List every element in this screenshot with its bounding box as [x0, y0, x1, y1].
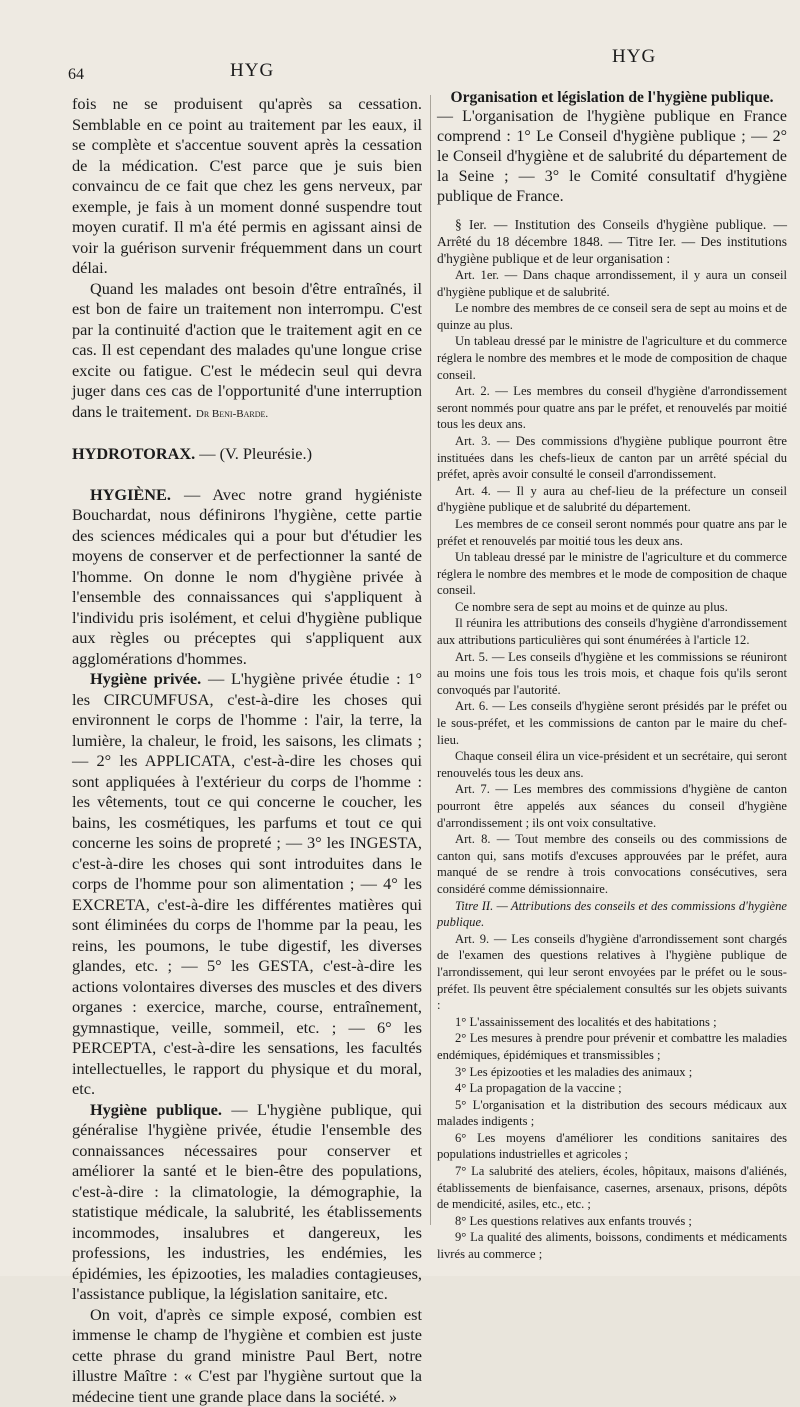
list-item: 5° L'organisation et la distribution des secours médicaux aux malades indigents ;	[437, 1097, 787, 1130]
article-paragraph: Un tableau dressé par le ministre de l'agriculture et du commerce réglera le nombre des membres et le mode de composition de chaque conseil.	[437, 333, 787, 383]
running-header-right: HYG	[612, 46, 656, 68]
article-paragraph: Ce nombre sera de sept au moins et de quinze au plus.	[437, 599, 787, 616]
section-title: Organisation et législation de l'hygiène publique.	[437, 88, 787, 107]
section-intro: — L'organisation de l'hygiène publique en France comprend : 1° Le Conseil d'hygiène publique ; — 2° le Conseil d'hygiène et de salubrité du département de la Seine ; — 3° le Comité consultatif d'hygiène publique de France.	[437, 107, 787, 207]
entry-term: HYGIÈNE.	[90, 485, 171, 504]
article-paragraph: Art. 7. — Les membres des commissions d'hygiène de canton pourront être appelés aux séances du conseil d'hygiène d'arrondissement ; ils ont voix consultative.	[437, 781, 787, 831]
article-paragraph: Un tableau dressé par le ministre de l'agriculture et du commerce réglera le nombre des membres et le mode de composition de chaque conseil.	[437, 549, 787, 599]
entry-term: HYDROTORAX.	[72, 444, 195, 463]
entry-text: — Avec notre grand hygiéniste Bouchardat, nous définirons l'hygiène, cette partie des sciences médicales qui a pour but d'étudier les moyens de conserver et de perfectionner la santé de l'homme. On donne le nom d'hygiène privée à l'ensemble des connaissances qui s'appliquent à l'individu pris isolément, et celui d'hygiène publique aux règles ou préceptes qui s'appliquent aux agglomérations d'hommes.	[72, 485, 422, 668]
article-paragraph: Art. 4. — Il y aura au chef-lieu de la préfecture un conseil d'hygiène publique et de salubrité du département.	[437, 483, 787, 516]
list-item: 6° Les moyens d'améliorer les conditions sanitaires des populations industrielles et agricoles ;	[437, 1130, 787, 1163]
section-term: Hygiène publique.	[90, 1100, 222, 1119]
article-paragraph: Les membres de ce conseil seront nommés pour quatre ans par le préfet et renouvelés par moitié tous les deux ans.	[437, 516, 787, 549]
article-paragraph: Art. 9. — Les conseils d'hygiène d'arrondissement sont chargés de l'examen des questions relatives à l'hygiène publique de l'arrondissement, qui leur seront envoyées par le préfet ou le sous-préfet. Ils peuvent être spécialement consultés sur les objets suivants :	[437, 931, 787, 1014]
list-item: 9° La qualité des aliments, boissons, condiments et médicaments livrés au commerce ;	[437, 1229, 787, 1262]
section-hygiene-publique	[72, 1100, 422, 1305]
author-signature: Dr Beni-Barde.	[196, 408, 268, 420]
titre-heading: Titre II. — Attributions des conseils et des commissions d'hygiène publique.	[437, 898, 787, 931]
paragraph-treatment	[72, 279, 422, 425]
list-item: 7° La salubrité des ateliers, écoles, hôpitaux, maisons d'aliénés, établissements de bienfaisance, casernes, arsenaux, prisons, dépôts de mendicité, asiles, etc., etc. ;	[437, 1163, 787, 1213]
article-paragraph: Art. 6. — Les conseils d'hygiène seront présidés par le préfet ou le sous-préfet, et les commissions de canton par le maire du chef-lieu.	[437, 698, 787, 748]
article-paragraph: Art. 8. — Tout membre des conseils ou des commissions de canton qui, sans motifs d'excuses approuvées par le préfet, aura manqué de se rendre à trois convocations consécutives, sera considéré comme démissionnaire.	[437, 831, 787, 897]
page-number: 64	[68, 66, 84, 84]
article-paragraph: Il réunira les attributions des conseils d'hygiène d'arrondissement aux attributions particulières qui sont énumérées à l'article 12.	[437, 615, 787, 648]
list-item: 4° La propagation de la vaccine ;	[437, 1080, 787, 1097]
article-paragraph: Art. 3. — Des commissions d'hygiène publique pourront être instituées dans les chefs-lieux de canton par un arrêté spécial du préfet, après avoir consulté le conseil d'arrondissement.	[437, 433, 787, 483]
list-item: 1° L'assainissement des localités et des habitations ;	[437, 1014, 787, 1031]
entry-hydrotorax	[72, 444, 422, 465]
column-divider	[430, 95, 431, 1225]
paragraph-text: Quand les malades ont besoin d'être entraînés, il est bon de faire un traitement non interrompu. C'est par la continuité d'action que le traitement agit en ce cas. Il est cependant des malades qu'une longue crise excite ou fatigue. C'est le médecin seul qui devra juger dans ces cas de l'opportunité d'une interruption dans le traitement.	[72, 279, 422, 421]
left-column	[72, 94, 422, 1407]
section-text: — L'hygiène privée étudie : 1° les CIRCUMFUSA, c'est-à-dire les choses qui environnent le corps de l'homme : l'air, la terre, la lumière, la chaleur, le froid, les saisons, les climats ; — 2° les APPLICATA, c'est-à-dire les choses qui sont appliquées à l'extérieur du corps de l'homme : les vêtements, tout ce qui concerne le coucher, les bains, les cosmétiques, les parfums et tout ce qui concerne les soins de propreté ; — 3° les INGESTA, c'est-à-dire les choses qui sont introduites dans le corps de l'homme pour son alimentation ; — 4° les EXCRETA, c'est-à-dire les différentes matières qui sont éliminées du corps de l'homme par la peau, les reins, les poumons, le tube digestif, les diverses glandes, etc. ; — 5° les GESTA, c'est-à-dire les actions volontaires diverses des muscles et des divers organes : exercice, marche, course, entraînement, gymnastique, veille, sommeil, etc. ; — 6° les PERCEPTA, c'est-à-dire les sensations, les facultés intellectuelles, le rapport du physique et du moral, etc.	[72, 669, 422, 1098]
section-text: — L'hygiène publique, qui généralise l'hygiène privée, étudie l'ensemble des connaissances nécessaires pour conserver et améliorer la santé et le bien-être des populations, c'est-à-dire : la climatologie, la démographie, la statistique médicale, la salubrité, les établissements incommodes, insalubres et dangereux, les professions, les industries, les endémies, les épidémies, les épizooties, les maladies contagieuses, l'assistance publique, la législation sanitaire, etc.	[72, 1100, 422, 1304]
paragraph-continuation: fois ne se produisent qu'après sa cessation. Semblable en ce point au traitement par les eaux, il se complète et s'accentue souvent après la cessation de la médication. C'est parce que je suis bien convaincu de ce fait que chez les gens nerveux, par exemple, je fais à un moment donné suspendre tout moyen curatif. Il m'a été permis en agissant ainsi de voir la guérison survenir fréquemment dans un court délai.	[72, 94, 422, 279]
article-paragraph: Art. 1er. — Dans chaque arrondissement, il y aura un conseil d'hygiène publique et de salubrité.	[437, 267, 787, 300]
entry-hygiene	[72, 485, 422, 670]
right-column	[437, 88, 787, 1263]
article-paragraph: Art. 2. — Les membres du conseil d'hygiène d'arrondissement seront nommés pour quatre ans par le préfet, et renouvelés par moitié tous les deux ans.	[437, 383, 787, 433]
entry-reference: — (V. Pleurésie.)	[199, 444, 312, 463]
section-hygiene-privee	[72, 669, 422, 1100]
running-header-left: HYG	[230, 60, 274, 82]
paragraph-conclusion: On voit, d'après ce simple exposé, combien est immense le champ de l'hygiène et combien est juste cette phrase du grand ministre Paul Bert, notre illustre Maître : « C'est par l'hygiène surtout que la médecine tient une grande place dans la société. »	[72, 1305, 422, 1407]
article-paragraph: Le nombre des membres de ce conseil sera de sept au moins et de quinze au plus.	[437, 300, 787, 333]
article-paragraph: Art. 5. — Les conseils d'hygiène et les commissions se réuniront au moins une fois tous les trois mois, et chaque fois qu'ils seront convoqués par l'autorité.	[437, 649, 787, 699]
list-item: 8° Les questions relatives aux enfants trouvés ;	[437, 1213, 787, 1230]
list-item: 2° Les mesures à prendre pour prévenir et combattre les maladies endémiques, épidémiques et transmissibles ;	[437, 1030, 787, 1063]
list-item: 3° Les épizooties et les maladies des animaux ;	[437, 1064, 787, 1081]
article-paragraph: Chaque conseil élira un vice-président et un secrétaire, qui seront renouvelés tous les deux ans.	[437, 748, 787, 781]
subsection-heading: § Ier. — Institution des Conseils d'hygiène publique. — Arrêté du 18 décembre 1848. — Titre Ier. — Des institutions d'hygiène publique et de leur organisation :	[437, 216, 787, 267]
section-term: Hygiène privée.	[90, 669, 201, 688]
